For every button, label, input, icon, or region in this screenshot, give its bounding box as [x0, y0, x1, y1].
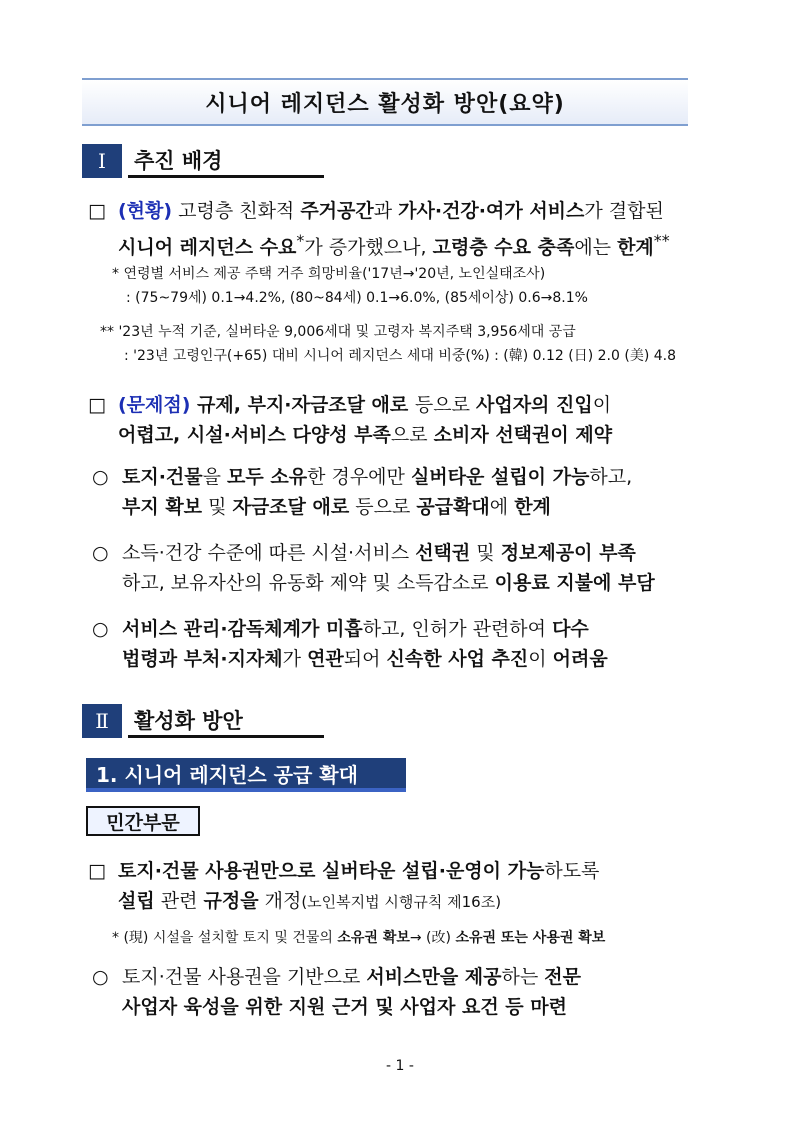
text-run: 어렵고, 시설·서비스 다양성 부족 [118, 424, 391, 446]
text-run: 고령층 수요 충족 [432, 236, 575, 259]
circle-marker: ○ [92, 466, 109, 488]
bullet-1 [92, 462, 632, 522]
text-run: 선택권 [415, 542, 471, 564]
text-run: 가사·건강·여가 서비스 [398, 200, 585, 222]
text-run: 소유권 또는 사용권 확보 [455, 930, 606, 946]
text-run: 서비스만을 제공 [366, 966, 502, 988]
text-run: 자금조달 애로 [232, 496, 350, 518]
text-run: 정보제공이 부족 [500, 542, 636, 564]
section-number: Ⅱ [82, 704, 122, 738]
text-run: 다수 [552, 618, 589, 640]
text-run: 규정을 [203, 890, 259, 912]
sub-subsection-heading: 민간부문 [86, 806, 200, 836]
text-run: 서비스 관리·감독체계가 미흡 [122, 618, 363, 640]
text-run: 과 [373, 200, 399, 222]
text-run: 토지·건물 사용권만으로 실버타운 설립·운영이 가능 [118, 860, 545, 882]
text-run: 신속한 사업 추진 [386, 648, 529, 670]
bullet-2 [92, 538, 655, 598]
text-run: 가 증가했으나, [304, 236, 433, 259]
text-run: 및 [470, 542, 501, 564]
status-paragraph [88, 196, 670, 262]
footnote-line: : '23년 고령인구(+65) 대비 시니어 레지던스 세대 비중(%) : (韓) 0.12 (日) 2.0 (美) 4.8 [124, 348, 676, 364]
section-heading-1 [82, 144, 324, 178]
circle-marker: ○ [92, 618, 109, 640]
text-run: 하도록 [544, 860, 600, 882]
footnote-mark: ** [653, 231, 670, 250]
text-run: 주거공간 [300, 200, 374, 222]
text-run: 규제, 부지·자금조달 애로 [190, 394, 415, 416]
problem-label: (문제점) [118, 394, 191, 416]
footnote-line: * 연령별 서비스 제공 주택 거주 희망비율('17년→'20년, 노인실태조사) [112, 266, 546, 282]
text-run: 가 [282, 648, 308, 670]
text-run: 실버타운 설립이 가능 [410, 466, 590, 488]
text-run: 이 [592, 394, 612, 416]
square-marker: □ [88, 860, 106, 882]
section-title: 활성화 방안 [128, 704, 324, 738]
text-run: 연관 [307, 648, 344, 670]
text-run: 소득·건강 수준에 따른 시설·서비스 [122, 542, 416, 564]
text-run: 하는 [501, 966, 545, 988]
text-run: 시니어 레지던스 수요 [118, 236, 297, 259]
status-label: (현황) [118, 200, 173, 222]
text-run: 에는 [574, 236, 618, 259]
text-run: 소비자 선택권이 제약 [433, 424, 613, 446]
text-run: 하고, 보유자산의 유동화 제약 및 소득감소로 [122, 572, 495, 594]
section-heading-2 [82, 704, 324, 738]
bullet-4 [92, 962, 581, 1022]
circle-marker: ○ [92, 966, 109, 988]
text-run: 사업자 육성을 위한 지원 근거 및 사업자 요건 등 마련 [122, 996, 567, 1018]
text-run: 에 [489, 496, 515, 518]
text-run: 고령층 친화적 [172, 200, 301, 222]
bullet-3 [92, 614, 608, 674]
text-run: 법령과 부처·지자체 [122, 648, 283, 670]
text-run: 한계 [617, 236, 654, 259]
section-title: 추진 배경 [128, 144, 324, 178]
footnote-2 [100, 320, 676, 368]
section-number: Ⅰ [82, 144, 122, 178]
text-run: * (現) 시설을 설치할 토지 및 건물의 [112, 930, 338, 946]
text-run: 하고, [589, 466, 633, 488]
text-run: 및 [202, 496, 233, 518]
text-run: 부지 확보 [122, 496, 203, 518]
text-run: 등으로 [349, 496, 417, 518]
page-title: 시니어 레지던스 활성화 방안(요약) [82, 78, 688, 126]
text-run: 한계 [514, 496, 551, 518]
text-run: 소유권 확보 [337, 930, 410, 946]
text-run: 공급확대 [416, 496, 490, 518]
text-run: 하고, 인허가 관련하여 [362, 618, 553, 640]
footnote-line: ** '23년 누적 기준, 실버타운 9,006세대 및 고령자 복지주택 3,956세대 공급 [100, 324, 576, 340]
text-run: → (改) [409, 930, 456, 946]
text-run: 으로 [390, 424, 434, 446]
text-run: 설립 [118, 890, 155, 912]
item-1 [88, 856, 599, 917]
footnote-line: : (75~79세) 0.1→4.2%, (80~84세) 0.1→6.0%, (85세이상) 0.6→8.1% [126, 290, 588, 306]
text-run: 토지·건물 [122, 466, 203, 488]
text-run: 을 [202, 466, 228, 488]
text-run: 가 결합된 [584, 200, 664, 222]
text-run: 한 경우에만 [307, 466, 411, 488]
text-run: 관련 [154, 890, 204, 912]
text-run: 개정 [258, 890, 302, 912]
circle-marker: ○ [92, 542, 109, 564]
square-marker: □ [88, 200, 106, 222]
text-run: 토지·건물 사용권을 기반으로 [122, 966, 367, 988]
footnote-1 [112, 262, 588, 310]
text-run: 이 [528, 648, 553, 670]
text-run: 등으로 [414, 394, 476, 416]
text-run: 이용료 지불에 부담 [494, 572, 655, 594]
text-run: 어려움 [552, 648, 608, 670]
text-run: (노인복지법 시행규칙 제16조) [301, 893, 502, 911]
problem-paragraph [88, 390, 612, 450]
footnote-3 [112, 926, 605, 950]
square-marker: □ [88, 394, 106, 416]
subsection-heading: 1. 시니어 레지던스 공급 확대 [86, 758, 406, 792]
text-run: 사업자의 진입 [475, 394, 593, 416]
page-number: - 1 - [386, 1058, 414, 1074]
text-run: 되어 [343, 648, 387, 670]
footnote-mark: * [296, 231, 305, 250]
text-run: 전문 [544, 966, 581, 988]
text-run: 모두 소유 [227, 466, 308, 488]
